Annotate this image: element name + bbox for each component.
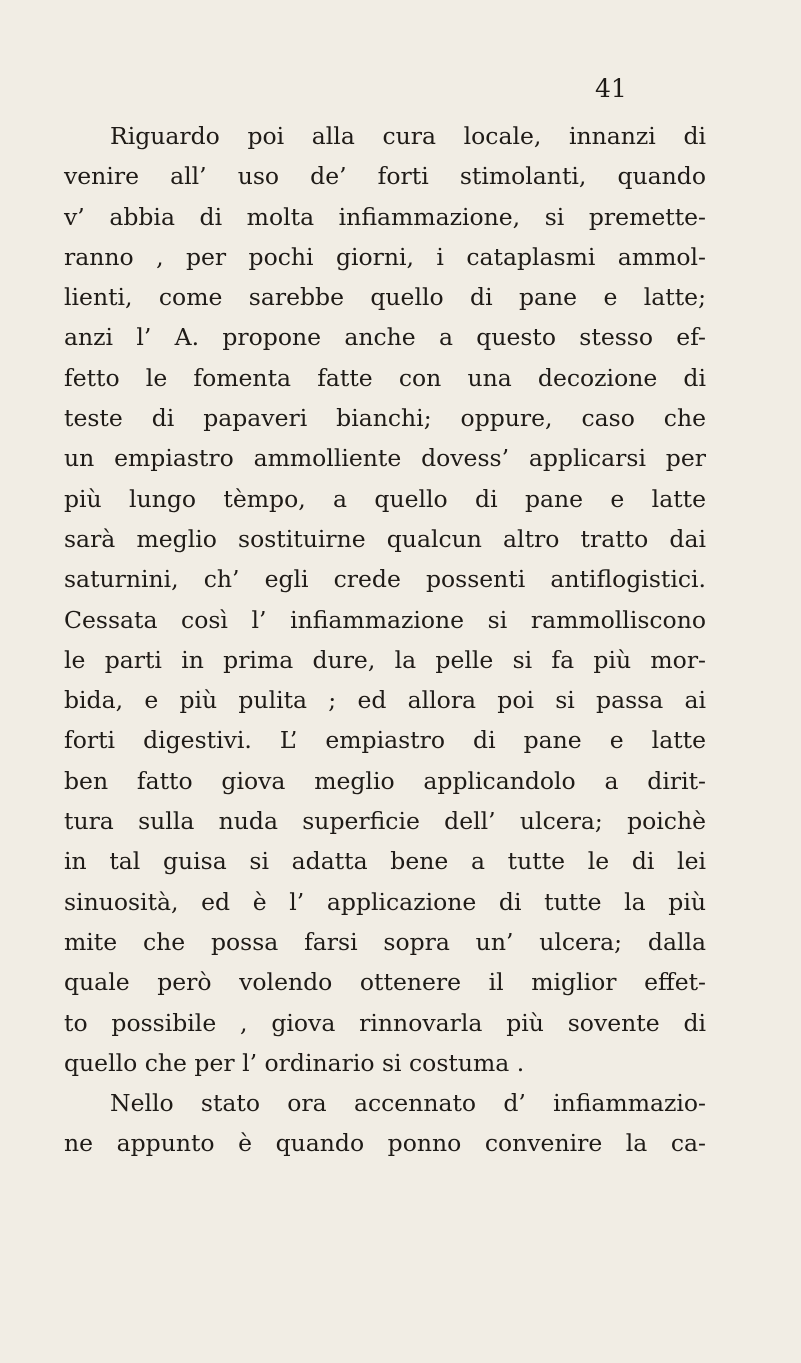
text-line: lienti, come sarebbe quello di pane e latte; (64, 283, 706, 312)
text-line: fetto le fomenta fatte con una decozione di (64, 363, 706, 392)
text-line: ben fatto giova meglio applicandolo a dirit- (64, 766, 706, 795)
page-number: 41 (595, 74, 627, 103)
text-line: v’ abbia di molta infiammazione, si premette- (64, 202, 706, 231)
text-line: Riguardo poi alla cura locale, innanzi di (110, 122, 706, 150)
text-line: to possibile , giova rinnovarla più sovente di (64, 1008, 706, 1037)
text-line: anzi l’ A. propone anche a questo stesso ef- (64, 323, 706, 352)
text-line: quale però volendo ottenere il miglior effet- (64, 968, 706, 997)
text-line: forti digestivi. L’ empiastro di pane e latte (64, 726, 706, 755)
text-line: sarà meglio sostituirne qualcun altro tratto dai (64, 524, 706, 553)
text-line: ranno , per pochi giorni, i cataplasmi ammol- (64, 242, 706, 271)
text-line: venire all’ uso de’ forti stimolanti, quando (64, 162, 706, 191)
text-line: tura sulla nuda superficie dell’ ulcera; poichè (64, 807, 706, 836)
text-line: sinuosità, ed è l’ applicazione di tutte la più (64, 887, 706, 916)
text-line: Nello stato ora accennato d’ infiammazio- (110, 1089, 706, 1118)
text-line: quello che per l’ ordinario si costuma . (64, 1048, 525, 1077)
text-line: bida, e più pulita ; ed allora poi si passa ai (64, 686, 706, 715)
text-line: più lungo tèmpo, a quello di pane e latte (64, 484, 706, 513)
text-line: ne appunto è quando ponno convenire la ca- (64, 1129, 706, 1158)
body-text (64, 116, 706, 1164)
text-line: le parti in prima dure, la pelle si fa più mor- (64, 645, 706, 674)
text-line: in tal guisa si adatta bene a tutte le di lei (64, 847, 706, 876)
text-line: un empiastro ammolliente dovess’ applicarsi per (64, 444, 706, 473)
text-line: Cessata così l’ infiammazione si rammolliscono (64, 605, 706, 634)
text-line: teste di papaveri bianchi; oppure, caso che (64, 404, 706, 433)
text-line: mite che possa farsi sopra un’ ulcera; dalla (64, 927, 706, 956)
text-line: saturnini, ch’ egli crede possenti antiflogistici. (64, 565, 706, 594)
